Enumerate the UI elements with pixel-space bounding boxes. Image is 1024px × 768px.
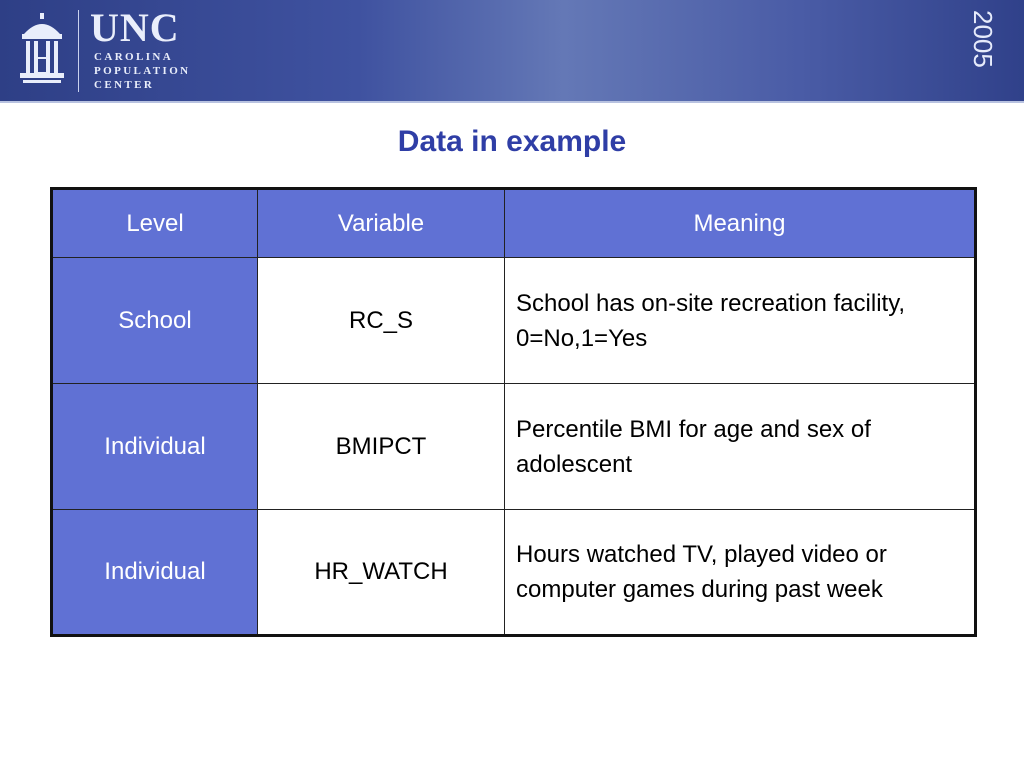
data-table [50,187,977,637]
variable-cell: BMIPCT [258,384,505,510]
table-row [52,258,976,384]
year-label: 2005 [968,10,998,68]
meaning-cell: Percentile BMI for age and sex of adolescent [505,384,976,510]
meaning-cell: School has on-site recreation facility, 0=No,1=Yes [505,258,976,384]
meaning-cell: Hours watched TV, played video or computer games during past week [505,510,976,636]
table-header-row [52,189,976,258]
table-row [52,510,976,636]
variable-cell: RC_S [258,258,505,384]
column-header-meaning: Meaning [505,189,976,258]
logo-subtitle-line: POPULATION [94,65,191,77]
level-cell: Individual [52,384,258,510]
variable-cell: HR_WATCH [258,510,505,636]
logo-subtitle-line: CAROLINA [94,51,174,63]
column-header-variable: Variable [258,189,505,258]
slide-title: Data in example [397,125,627,158]
unc-cpc-logo [20,5,220,94]
level-cell: School [52,258,258,384]
logo-subtitle-line: CENTER [94,79,155,91]
old-well-icon [20,12,64,88]
column-header-level: Level [52,189,258,258]
level-cell: Individual [52,510,258,636]
table-row [52,384,976,510]
logo-wordmark: UNC [90,5,180,50]
header-banner [0,0,1024,103]
logo-divider [78,10,79,92]
